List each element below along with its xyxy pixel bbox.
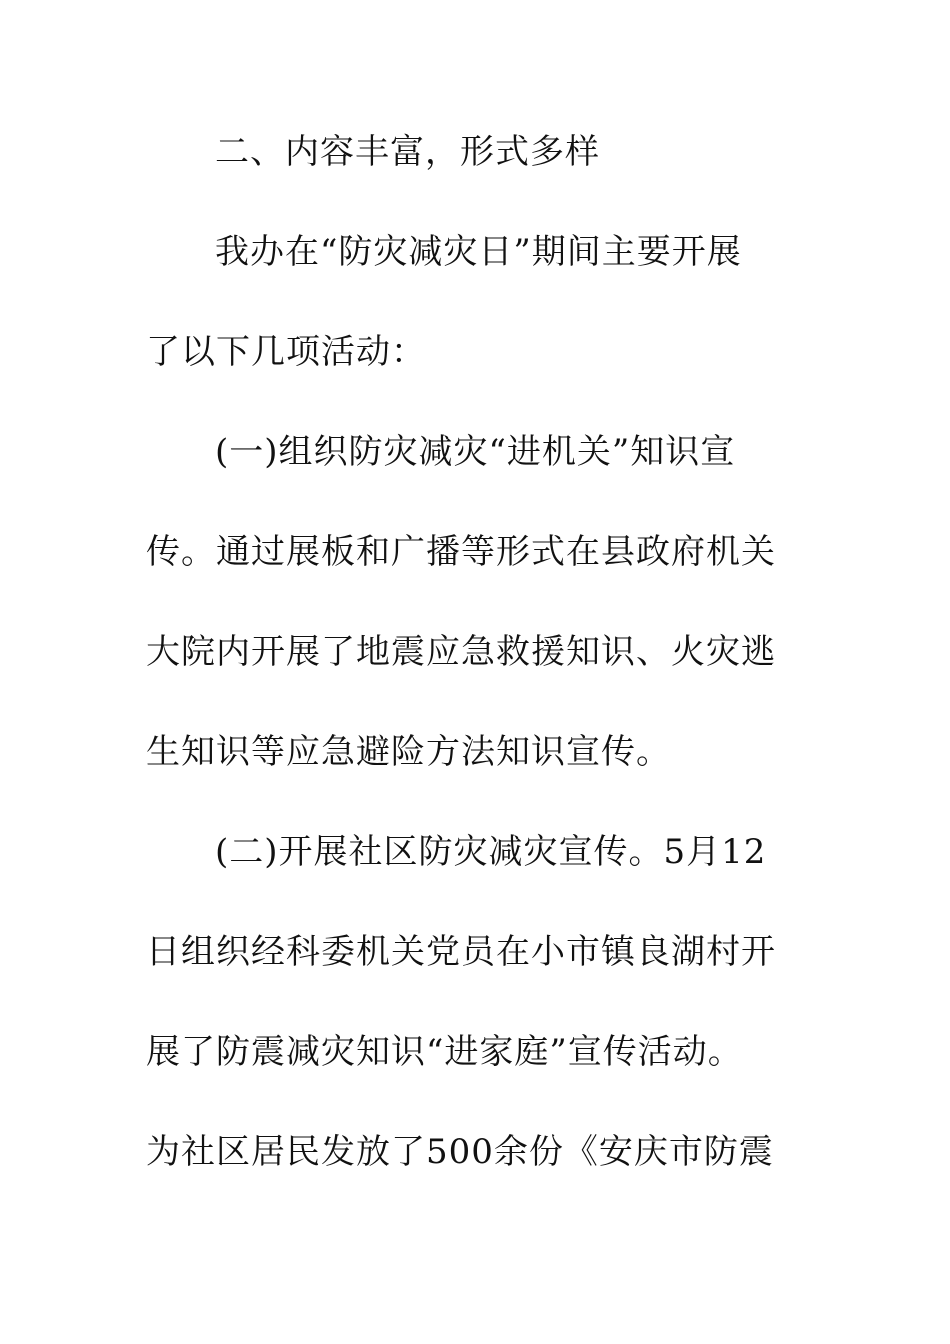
paragraph-line: 大院内开展了地震应急救援知识、火灾逃 [146,632,776,672]
paragraph-line: (二)开展社区防灾减灾宣传。5月12 [215,832,767,872]
paragraph-line: 传。通过展板和广播等形式在县政府机关 [146,532,776,572]
paragraph-line: 生知识等应急避险方法知识宣传。 [146,732,671,772]
paragraph-line: (一)组织防灾减灾“进机关”知识宣 [215,432,736,472]
paragraph-line: 为社区居民发放了500余份《安庆市防震 [146,1132,774,1172]
paragraph-line: 展了防震减灾知识“进家庭”宣传活动。 [146,1032,743,1072]
section-heading: 二、内容丰富，形式多样 [215,132,600,172]
paragraph-line: 日组织经科委机关党员在小市镇良湖村开 [146,932,776,972]
paragraph-line: 了以下几项活动： [146,332,426,372]
paragraph-line: 我办在“防灾减灾日”期间主要开展 [215,232,742,272]
